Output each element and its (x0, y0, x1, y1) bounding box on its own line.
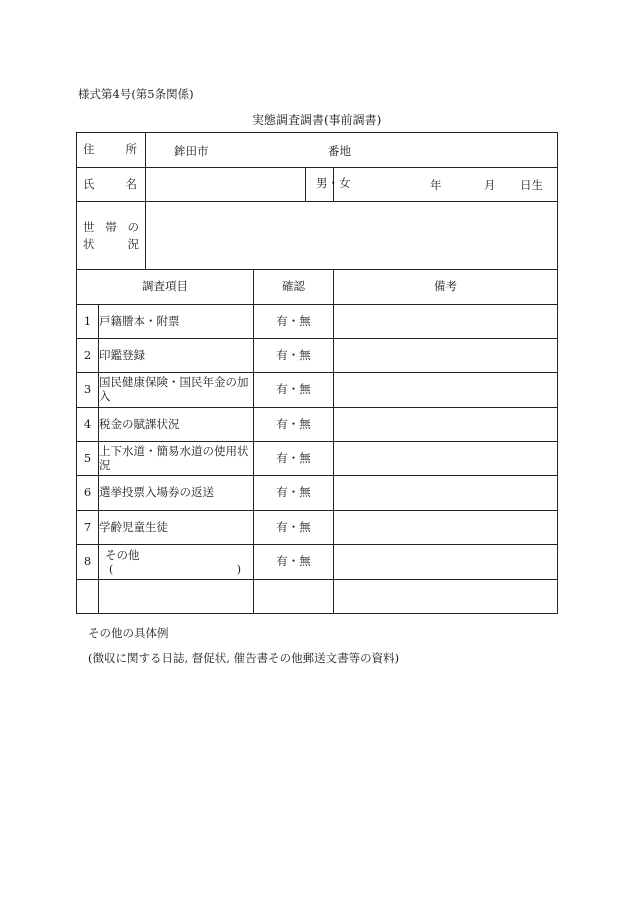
item-confirm[interactable]: 有・無 (254, 305, 334, 339)
item-remarks[interactable] (334, 305, 558, 339)
table-row (77, 373, 558, 408)
household-char-5: 況 (127, 236, 139, 251)
item-number: 6 (77, 476, 99, 511)
address-row (77, 133, 558, 168)
item-number: 4 (77, 408, 99, 442)
form-number: 様式第4号(第5条関係) (78, 87, 194, 101)
household-char-4: 状 (83, 236, 95, 251)
address-label-cell (77, 133, 146, 168)
item-number: 3 (77, 373, 99, 408)
survey-table (76, 132, 558, 614)
name-label-right: 名 (125, 176, 137, 191)
item-text: 上下水道・簡易水道の使用状況 (99, 442, 254, 476)
item-number: 1 (77, 305, 99, 339)
address-label-left: 住 (83, 142, 95, 157)
item-remarks[interactable] (334, 339, 558, 373)
household-row (77, 202, 558, 270)
other-paren[interactable] (109, 563, 241, 576)
item-number: 7 (77, 511, 99, 545)
item-text: その他 (105, 548, 140, 562)
item-confirm[interactable]: 有・無 (254, 408, 334, 442)
item-text: 戸籍謄本・附票 (99, 305, 254, 339)
name-label-left: 氏 (83, 176, 95, 191)
header-item: 調査項目 (77, 270, 254, 305)
name-value-cell[interactable] (146, 168, 306, 202)
item-confirm[interactable]: 有・無 (254, 511, 334, 545)
address-city: 鉾田市 (174, 144, 209, 158)
household-char-2: 帯 (105, 219, 117, 234)
header-confirm: 確認 (254, 270, 334, 305)
item-text: 税金の賦課状況 (99, 408, 254, 442)
item-remarks[interactable] (334, 408, 558, 442)
paren-close: ) (236, 563, 241, 576)
address-value-cell[interactable] (146, 133, 558, 168)
table-row (77, 408, 558, 442)
item-confirm[interactable]: 有・無 (254, 476, 334, 511)
notes-heading: その他の具体例 (88, 626, 169, 640)
table-row (77, 339, 558, 373)
item-confirm[interactable]: 有・無 (254, 545, 334, 580)
blank-text[interactable] (99, 580, 254, 614)
item-remarks[interactable] (334, 373, 558, 408)
item-remarks[interactable] (334, 545, 558, 580)
blank-number[interactable] (77, 580, 99, 614)
address-label-right: 所 (125, 142, 137, 157)
table-row (77, 305, 558, 339)
gender-label: 男・女 (316, 176, 351, 190)
document-title: 実態調査調書(事前調書) (252, 113, 382, 127)
table-row (77, 442, 558, 476)
item-confirm[interactable]: 有・無 (254, 442, 334, 476)
household-char-1: 世 (83, 219, 95, 234)
address-banchi: 番地 (328, 144, 351, 158)
table-row (77, 545, 558, 580)
item-text: 印鑑登録 (99, 339, 254, 373)
header-remarks: 備考 (334, 270, 558, 305)
item-confirm[interactable]: 有・無 (254, 339, 334, 373)
item-text: 選挙投票入場券の返送 (99, 476, 254, 511)
household-label-cell (77, 202, 146, 270)
birth-day-label: 日生 (520, 178, 543, 192)
table-row (77, 476, 558, 511)
table-row (77, 511, 558, 545)
blank-confirm[interactable] (254, 580, 334, 614)
item-text: 国民健康保険・国民年金の加入 (99, 373, 254, 408)
birth-year-label: 年 (430, 178, 442, 192)
header-row (77, 270, 558, 305)
item-text: 学齢児童生徒 (99, 511, 254, 545)
item-remarks[interactable] (334, 511, 558, 545)
birthdate-cell[interactable] (334, 168, 558, 202)
item-number: 5 (77, 442, 99, 476)
table-row-blank (77, 580, 558, 614)
name-label-cell (77, 168, 146, 202)
item-number: 8 (77, 545, 99, 580)
item-remarks[interactable] (334, 442, 558, 476)
household-char-3: の (127, 219, 139, 234)
birth-month-label: 月 (484, 178, 496, 192)
paren-open: ( (109, 563, 114, 576)
notes-examples: (徴収に関する日誌, 督促状, 催告書その他郵送文書等の資料) (88, 651, 400, 665)
household-value-cell[interactable] (146, 202, 558, 270)
item-confirm[interactable]: 有・無 (254, 373, 334, 408)
item-remarks[interactable] (334, 476, 558, 511)
blank-remarks[interactable] (334, 580, 558, 614)
item-text-cell (99, 545, 254, 580)
item-number: 2 (77, 339, 99, 373)
